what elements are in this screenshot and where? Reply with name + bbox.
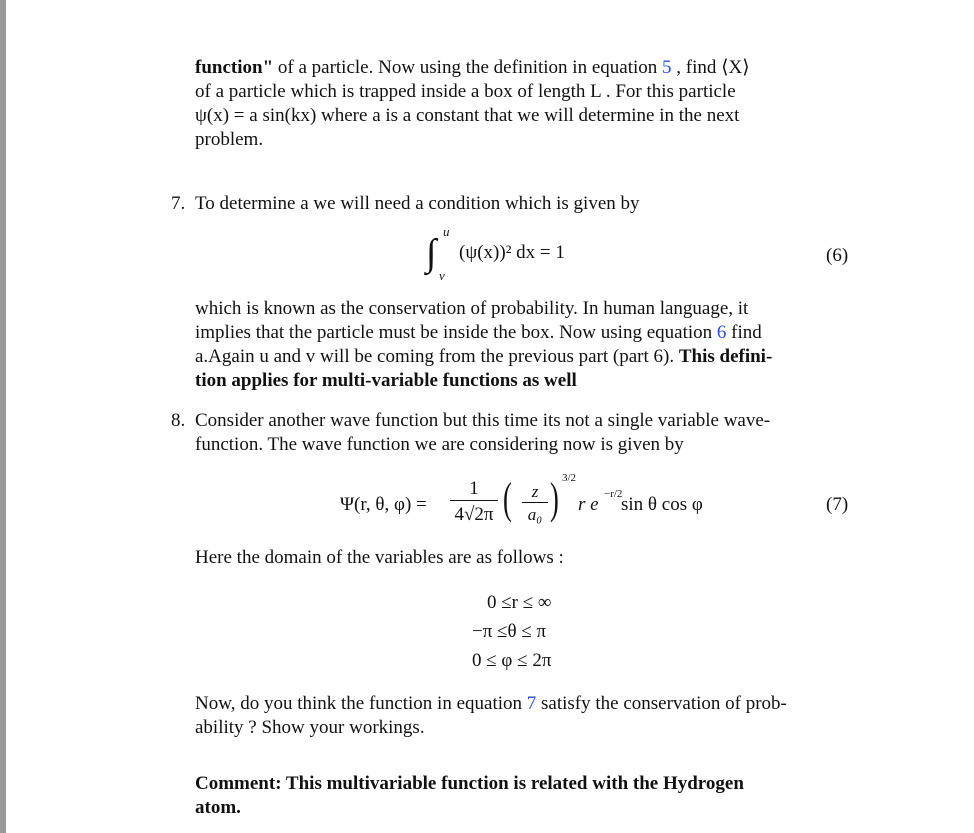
item-7-para-2-end: find (726, 322, 762, 343)
integral-sign: ∫ (426, 232, 437, 274)
integrand: (ψ(x))² dx = 1 (459, 242, 565, 263)
equation-6-number: (6) (826, 245, 849, 266)
equation-7 (340, 472, 720, 534)
comment-line-1: Comment: This multivariable function is related with the Hydrogen (195, 773, 744, 794)
paren-denominator: a₀ (527, 505, 543, 524)
domain-phi: 0 ≤ φ ≤ 2π (472, 650, 552, 671)
intro-line-3: ψ(x) = a sin(kx) where a is a constant that we will determine in the next (195, 105, 740, 126)
equation-6-link[interactable]: 6 (716, 322, 727, 343)
r-e-term: r e (578, 494, 599, 515)
domain-intro: Here the domain of the variables are as follows : (195, 547, 564, 568)
intro-text-end: , find ⟨X⟩ (671, 57, 750, 78)
right-paren: ) (550, 474, 559, 523)
item-7-bold-1: This defini- (678, 346, 773, 367)
item-8-number: 8. (171, 410, 186, 431)
intro-line-1 (195, 56, 750, 80)
equation-7-number: (7) (826, 494, 849, 515)
trig-term: sin θ cos φ (621, 494, 703, 515)
equation-5-link[interactable]: 5 (662, 57, 672, 78)
item-7-para-3-text: a.Again u and v will be coming from the previous part (part 6). (195, 346, 679, 367)
item-7-bold-2: tion applies for multi-variable functions as well (195, 370, 577, 391)
intro-line-4: problem. (195, 129, 264, 150)
equation-7-lhs: Ψ(r, θ, φ) = (340, 494, 427, 515)
comment-line-2: atom. (195, 797, 241, 818)
item-7-number: 7. (171, 193, 186, 214)
item-7-para-2-text: implies that the particle must be inside the box. Now using equation (195, 322, 717, 343)
equation-6 (426, 224, 646, 284)
intro-text: of a particle. Now using the definition in equation (273, 57, 663, 78)
question-line-1 (195, 692, 787, 716)
exponent-3-2: 3/2 (562, 472, 577, 484)
left-paren: ( (503, 474, 512, 523)
fraction-numerator: 1 (450, 478, 498, 501)
item-7-line-1: To determine a we will need a condition which is given by (195, 193, 640, 214)
item-7-para-3 (195, 345, 772, 369)
question-text-end: satisfy the conservation of prob- (536, 693, 787, 714)
fraction-denominator: 4√2π (454, 504, 494, 525)
item-8-line-1: Consider another wave function but this time its not a single variable wave- (195, 410, 771, 431)
item-7-para-1: which is known as the conservation of probability. In human language, it (195, 298, 749, 319)
domain-theta: −π ≤θ ≤ π (472, 621, 547, 642)
paren-numerator: z (522, 482, 548, 503)
question-line-2: ability ? Show your workings. (195, 717, 425, 738)
domain-r: 0 ≤r ≤ ∞ (487, 592, 552, 613)
intro-bold: function" (195, 57, 274, 78)
item-8-line-2: function. The wave function we are considering now is given by (195, 434, 684, 455)
exponent-r-2: −r/2 (604, 488, 623, 500)
item-7-para-2 (195, 321, 762, 345)
question-text: Now, do you think the function in equation (195, 693, 527, 714)
integral-lower-limit: v (439, 268, 445, 283)
equation-7-link[interactable]: 7 (526, 693, 537, 714)
integral-upper-limit: u (443, 224, 450, 239)
left-page-edge (0, 0, 6, 833)
intro-line-2: of a particle which is trapped inside a box of length L . For this particle (195, 81, 736, 102)
